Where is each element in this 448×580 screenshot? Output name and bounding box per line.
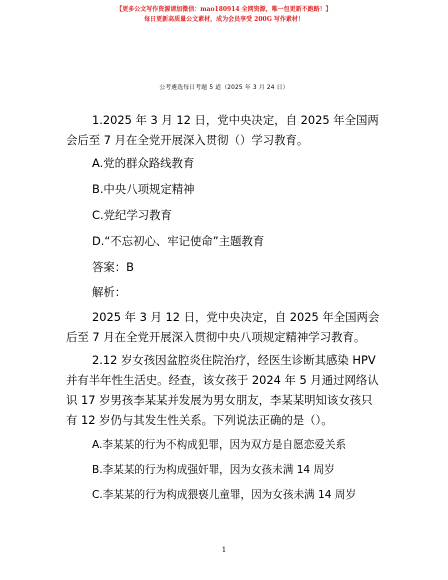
q1-analysis-label: 解析： <box>92 285 127 299</box>
q1-option-c: C.党纪学习教育 <box>92 208 172 222</box>
q2-option-c: C.李某某的行为构成猥亵儿童罪，因为女孩未满 14 周岁 <box>92 489 357 501</box>
q1-option-d: D.“不忘初心、牢记使命”主题教育 <box>92 234 265 248</box>
q2-stem-line-4: 有 12 岁仍与其发生性关系。下列说法正确的是（）。 <box>66 413 333 427</box>
q1-option-a: A.党的群众路线教育 <box>92 156 195 170</box>
q1-analysis-line-1: 2025 年 3 月 12 日，党中央决定，自 2025 年全国两会 <box>92 310 380 324</box>
q1-stem-line-1: 1.2025 年 3 月 12 日，党中央决定，自 2025 年全国两 <box>92 113 379 127</box>
q1-stem-line-2: 会后至 7 月在全党开展深入贯彻（）学习教育。 <box>66 133 309 147</box>
page-number: 1 <box>221 546 227 554</box>
q2-option-b: B.李某某的行为构成强奸罪，因为女孩未满 14 周岁 <box>92 464 335 476</box>
q2-stem-line-1: 2.12 岁女孩因盆腔炎住院治疗，经医生诊断其感染 HPV <box>92 353 376 367</box>
q2-option-a: A.李某某的行为不构成犯罪，因为双方是自愿恋爱关系 <box>92 439 347 451</box>
q1-option-b: B.中央八项规定精神 <box>92 182 195 196</box>
promo-banner-line-2: 每日更新高质量公文素材，成为会员享受 200G 写作素材！ <box>144 16 304 23</box>
q2-stem-line-2: 并有半年性生活史。经查，该女孩于 2024 年 5 月通过网络认 <box>66 373 379 387</box>
q2-stem-line-3: 识 17 岁男孩李某某并发展为男女朋友，李某某明知该女孩只 <box>66 393 373 407</box>
promo-banner-line-1: 【更多公文写作资源请加微信：mao180914 全网资源，唯一包更新不跑路！】 <box>116 6 332 13</box>
page-title: 公考遴选每日考题 5 道（2025 年 3 月 24 日） <box>159 85 289 91</box>
q1-analysis-line-2: 后至 7 月在全党开展深入贯彻中央八项规定精神学习教育。 <box>66 330 366 344</box>
q1-answer: 答案：B <box>92 260 134 274</box>
